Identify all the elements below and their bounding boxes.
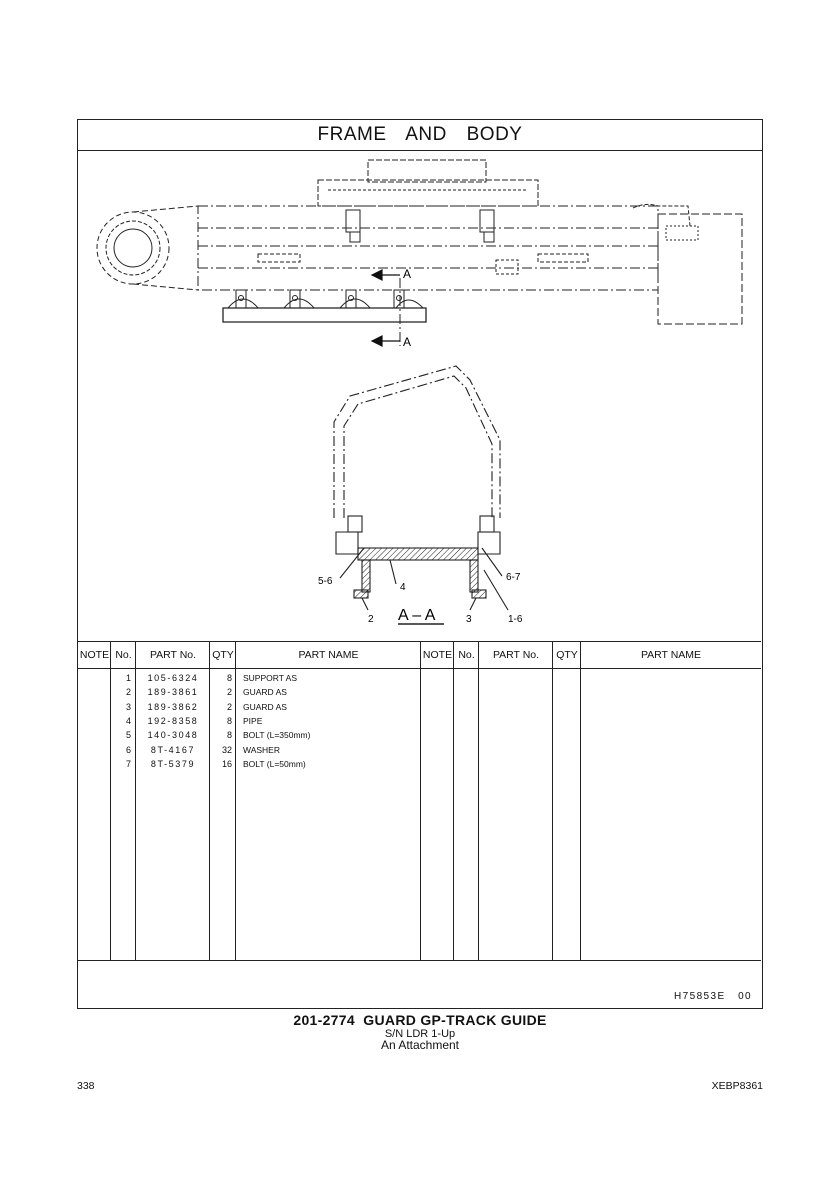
callout-6-7: 6-7 (506, 572, 521, 583)
col-note-left (78, 642, 111, 960)
row-qty: 2 (226, 687, 232, 698)
row-no: 4 (125, 715, 131, 726)
row-part-no: 189-3861 (147, 687, 199, 698)
assembly-title: 201-2774 GUARD GP-TRACK GUIDE (293, 1012, 547, 1028)
row-no: 5 (125, 730, 131, 741)
header-note-right: NOTE (422, 649, 453, 661)
serial-range: S/N LDR 1-Up (384, 1028, 456, 1040)
col-no-right (454, 642, 479, 960)
row-qty: 16 (221, 758, 232, 769)
page-number: 338 (77, 1080, 95, 1092)
callout-3: 3 (466, 614, 472, 625)
header-part-no: PART No. (149, 649, 197, 661)
row-part-no: 105-6324 (147, 673, 199, 683)
col-note-right (421, 642, 454, 960)
header-note: NOTE (79, 649, 110, 661)
section-marker-top: A (403, 267, 412, 281)
technical-drawing (78, 150, 761, 641)
col-qty-right (553, 642, 581, 960)
col-part-right (479, 642, 553, 960)
idler-wheel-outer (97, 212, 169, 284)
track-frame-side-view (97, 160, 742, 346)
header-part-name: PART NAME (298, 649, 359, 661)
attachment-note: An Attachment (380, 1038, 460, 1052)
row-part-name: PIPE (243, 715, 263, 726)
row-part-no: 140-3048 (147, 730, 199, 741)
callout-1-6: 1-6 (508, 614, 523, 625)
row-qty: 8 (226, 715, 232, 726)
parts-list-table (78, 641, 761, 961)
row-qty: 2 (226, 701, 232, 712)
row-part-no: 8T-4167 (150, 744, 196, 755)
row-no: 3 (125, 701, 131, 712)
row-part-no: 192-8358 (147, 715, 199, 726)
row-no: 6 (125, 744, 131, 755)
row-part-name: BOLT (L=350mm) (243, 730, 311, 741)
callout-5-6: 5-6 (318, 576, 333, 587)
header-part-no-right: PART No. (492, 649, 540, 661)
row-part-name: WASHER (243, 744, 280, 755)
header-no-right: No. (458, 649, 475, 661)
row-part-no: 8T-5379 (150, 758, 196, 769)
callout-2: 2 (368, 614, 374, 625)
section-marker-bottom: A (403, 335, 412, 349)
row-part-name: SUPPORT AS (243, 673, 298, 683)
document-id: XEBP8361 (711, 1080, 763, 1092)
row-qty: 8 (226, 730, 232, 741)
row-part-name: GUARD AS (243, 701, 287, 712)
header-part-name-right: PART NAME (640, 649, 702, 661)
header-qty: QTY (212, 649, 234, 661)
row-no: 2 (125, 687, 131, 698)
section-a-a-detail (334, 366, 508, 624)
row-part-no: 189-3862 (147, 701, 199, 712)
row-qty: 8 (226, 673, 232, 683)
row-qty: 32 (221, 744, 232, 755)
row-no: 1 (125, 673, 131, 683)
callout-4: 4 (400, 582, 406, 593)
row-no: 7 (125, 758, 131, 769)
parts-sheet-frame (77, 119, 763, 1009)
header-no: No. (115, 649, 132, 661)
sheet-title: FRAME AND BODY (78, 120, 762, 151)
section-label: A – A (398, 607, 436, 624)
header-qty-right: QTY (556, 649, 578, 661)
row-part-name: BOLT (L=50mm) (243, 758, 306, 769)
row-part-name: GUARD AS (243, 687, 287, 698)
drawing-code: H75853E 00 (674, 991, 752, 1002)
header-divider (78, 668, 761, 669)
